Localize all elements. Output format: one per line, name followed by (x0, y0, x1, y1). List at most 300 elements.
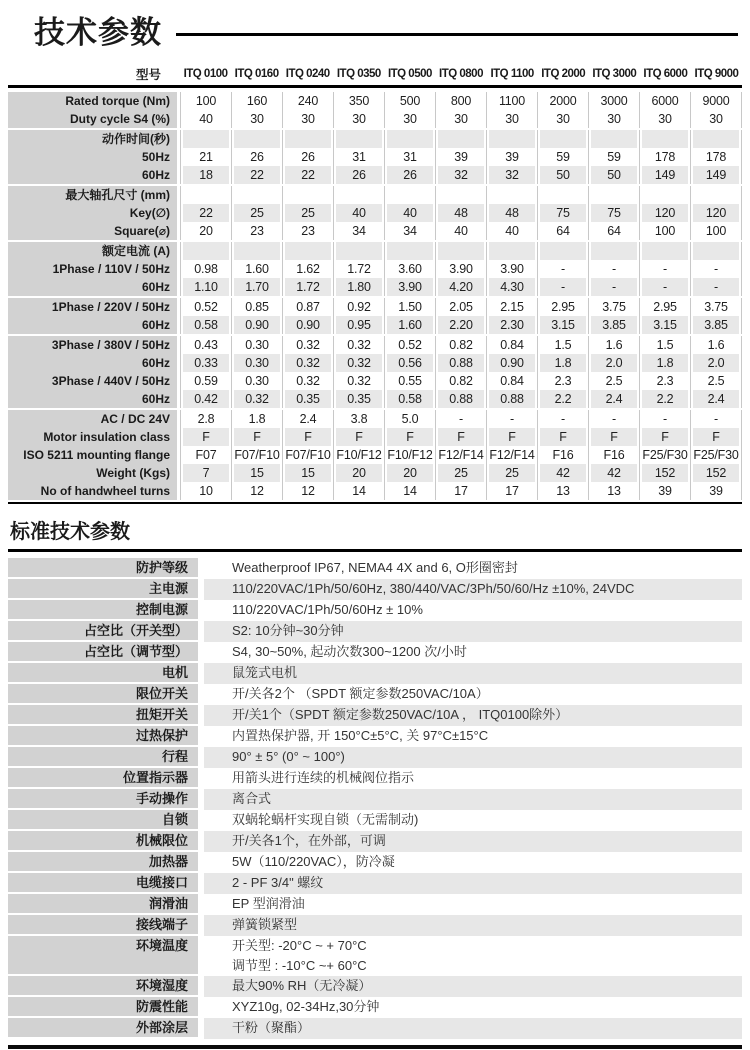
spec-cell: 2.0 (588, 354, 639, 372)
model-name: ITQ 9000 (694, 67, 739, 80)
standard-table-row (8, 726, 742, 747)
spec-cell: F (282, 428, 333, 446)
model-name: ITQ 0500 (387, 67, 432, 80)
standard-value-line: 用箭头进行连续的机械阀位指示 (232, 770, 415, 785)
spec-cell: 0.90 (282, 316, 333, 334)
spec-cell: - (690, 410, 741, 428)
spec-cell: 25 (486, 464, 537, 482)
spec-table-row (8, 222, 742, 240)
spec-cell: 178 (690, 148, 741, 166)
spec-row-label: ISO 5211 mounting flange (8, 446, 177, 464)
spec-cell: 0.35 (282, 390, 333, 408)
spec-cell (231, 186, 282, 204)
standard-row-value (204, 976, 742, 997)
spec-cell: F25/F30 (690, 446, 741, 464)
spec-row-cells (180, 242, 742, 260)
spec-cell (639, 186, 690, 204)
standard-row-label: 限位开关 (8, 684, 198, 705)
spec-cell: 34 (333, 222, 384, 240)
spec-table-row (8, 464, 742, 482)
spec-cell: 10 (199, 484, 213, 498)
spec-row-cells (180, 482, 742, 500)
spec-cell: 30 (486, 110, 537, 128)
spec-cell: 40 (486, 222, 537, 240)
spec-cell: 64 (588, 222, 639, 240)
spec-row-label: No of handwheel turns (8, 482, 177, 500)
spec-cell: 0.92 (333, 298, 384, 316)
spec-cell: 26 (231, 148, 282, 166)
spec-cell: F (639, 428, 690, 446)
spec-cell (282, 242, 333, 260)
spec-cell: 0.52 (384, 336, 435, 354)
spec-cell: 2.4 (690, 390, 741, 408)
spec-cell: 0.30 (231, 372, 282, 390)
model-name: ITQ 3000 (592, 67, 637, 80)
standard-row-label: 防护等级 (8, 558, 198, 579)
spec-cell: 14 (333, 482, 384, 500)
standard-table-row (8, 852, 742, 873)
spec-cell: 50 (537, 166, 588, 184)
standard-value-line: 干粉（聚酯） (232, 1020, 311, 1035)
spec-cell: 1.8 (537, 354, 588, 372)
spec-cell: 30 (282, 110, 333, 128)
spec-table (8, 85, 742, 504)
spec-cell: 30 (690, 110, 741, 128)
spec-cell: 22 (282, 166, 333, 184)
standard-row-value (204, 894, 742, 915)
spec-cell: F (588, 428, 639, 446)
spec-cell: 59 (588, 148, 639, 166)
spec-row-cells (180, 166, 742, 184)
section2-top-rule (8, 549, 742, 552)
spec-row-cells (180, 316, 742, 334)
spec-cell: 0.30 (231, 336, 282, 354)
standard-table-row (8, 684, 742, 705)
spec-cell: 0.59 (194, 374, 218, 388)
spec-row-cells (180, 372, 742, 390)
spec-cell (282, 130, 333, 148)
spec-table-row (8, 428, 742, 446)
spec-cell: 31 (384, 148, 435, 166)
spec-cell: 13 (537, 482, 588, 500)
page-bottom-rule (8, 1045, 742, 1049)
spec-row-cells (180, 204, 742, 222)
spec-cell (486, 186, 537, 204)
spec-cell: 15 (231, 464, 282, 482)
spec-cell: 40 (333, 204, 384, 222)
spec-cell: 30 (537, 110, 588, 128)
spec-cell (588, 242, 639, 260)
spec-cell: 0.85 (231, 298, 282, 316)
standard-row-value (204, 663, 742, 684)
spec-cell: 0.32 (282, 354, 333, 372)
spec-table-row (8, 410, 742, 428)
standard-value-line: XYZ10g, 02-34Hz,30分钟 (232, 999, 380, 1014)
spec-cell (181, 242, 231, 260)
spec-cell: 0.56 (384, 354, 435, 372)
standard-row-label: 防震性能 (8, 997, 198, 1018)
spec-cell: 2.0 (690, 354, 741, 372)
spec-row-label: Square(⌀) (8, 222, 177, 240)
spec-cell: - (486, 410, 537, 428)
spec-cell: 42 (588, 464, 639, 482)
spec-cell: 1100 (486, 92, 537, 110)
section2-title: 标准技术参数 (10, 521, 130, 543)
spec-table-row (8, 298, 742, 316)
standard-row-value (204, 1018, 742, 1039)
spec-row-cells (180, 278, 742, 296)
standard-row-label: 主电源 (8, 579, 198, 600)
spec-cell: 4.30 (486, 278, 537, 296)
spec-cell: 2.4 (282, 410, 333, 428)
spec-table-row (8, 316, 742, 334)
spec-cell: 100 (690, 222, 741, 240)
standard-row-label: 控制电源 (8, 600, 198, 621)
spec-cell: - (588, 410, 639, 428)
spec-row-cells (180, 110, 742, 128)
spec-cell: 1.8 (231, 410, 282, 428)
standard-row-value (204, 579, 742, 600)
spec-cell: 160 (231, 92, 282, 110)
standard-row-label: 环境湿度 (8, 976, 198, 997)
standard-row-value (204, 936, 742, 976)
standard-table-row (8, 768, 742, 789)
standard-row-label: 接线端子 (8, 915, 198, 936)
spec-cell: 22 (231, 166, 282, 184)
spec-cell: 1.72 (333, 260, 384, 278)
standard-value-line: 最大90% RH（无冷凝） (232, 978, 372, 993)
standard-value-line: 开/关1个（SPDT 额定参数250VAC/10A ， ITQ0100除外） (232, 707, 569, 722)
spec-cell: 1.60 (231, 260, 282, 278)
spec-cell: 39 (486, 148, 537, 166)
spec-row-cells (180, 428, 742, 446)
spec-table-row (8, 186, 742, 204)
spec-cell: 50 (588, 166, 639, 184)
standard-row-value (204, 768, 742, 789)
spec-row-label: 3Phase / 440V / 50Hz (8, 372, 177, 390)
spec-cell (181, 130, 231, 148)
standard-row-value (204, 558, 742, 579)
spec-cell: 75 (537, 204, 588, 222)
spec-cell: 12 (231, 482, 282, 500)
spec-row-cells (180, 390, 742, 408)
spec-cell (537, 130, 588, 148)
standard-row-value (204, 726, 742, 747)
spec-cell: F (384, 428, 435, 446)
standard-value-line: S4, 30~50%, 起动次数300~1200 次/小时 (232, 644, 467, 659)
spec-cell (282, 186, 333, 204)
standard-row-label: 自锁 (8, 810, 198, 831)
spec-cell: 30 (639, 110, 690, 128)
spec-cell: 26 (333, 166, 384, 184)
standard-row-label: 扭矩开关 (8, 705, 198, 726)
standard-value-line: S2: 10分钟~30分钟 (232, 623, 344, 638)
spec-cell: 0.82 (435, 372, 486, 390)
spec-cell: - (588, 260, 639, 278)
spec-cell: 2.8 (197, 412, 215, 426)
spec-cell: 0.32 (231, 390, 282, 408)
spec-cell: 2000 (537, 92, 588, 110)
spec-cell (181, 186, 231, 204)
standard-table-row (8, 600, 742, 621)
spec-cell: 120 (639, 204, 690, 222)
standard-table-row (8, 789, 742, 810)
spec-cell: 2.05 (435, 298, 486, 316)
spec-row-cells (180, 354, 742, 372)
spec-table-row (8, 482, 742, 500)
spec-cell: 21 (199, 150, 213, 164)
standard-table-row (8, 747, 742, 768)
standard-value-line: 鼠笼式电机 (232, 665, 298, 680)
spec-cell: 0.88 (435, 354, 486, 372)
standard-row-value (204, 747, 742, 768)
spec-row-cells (180, 130, 742, 148)
spec-row-label: 动作时间(秒) (8, 130, 177, 148)
spec-cell: F (435, 428, 486, 446)
spec-cell: - (639, 278, 690, 296)
standard-value-line: 弹簧锁紧型 (232, 917, 298, 932)
spec-cell: 30 (231, 110, 282, 128)
spec-cell: 3.75 (588, 298, 639, 316)
standard-row-label: 占空比（调节型） (8, 642, 198, 663)
spec-cell: 152 (639, 464, 690, 482)
spec-cell: 1.5 (537, 336, 588, 354)
spec-cell: 2.2 (639, 390, 690, 408)
spec-cell (690, 242, 741, 260)
spec-table-row (8, 242, 742, 260)
spec-cell: 48 (435, 204, 486, 222)
spec-cell: 1.6 (690, 336, 741, 354)
standard-table (8, 558, 742, 1039)
standard-value-line: 2 - PF 3/4" 螺纹 (232, 875, 324, 890)
spec-cell: 3.15 (639, 316, 690, 334)
model-name: ITQ 0240 (285, 67, 330, 80)
spec-cell (384, 242, 435, 260)
spec-row-cells (180, 410, 742, 428)
standard-row-label: 电缆接口 (8, 873, 198, 894)
spec-cell: 0.88 (486, 390, 537, 408)
spec-cell (588, 186, 639, 204)
standard-row-value (204, 621, 742, 642)
spec-row-label: 60Hz (8, 390, 177, 408)
spec-cell: 2.15 (486, 298, 537, 316)
spec-cell: 2.4 (588, 390, 639, 408)
standard-row-label: 环境温度 (8, 936, 198, 976)
spec-cell: 64 (537, 222, 588, 240)
spec-cell: 59 (537, 148, 588, 166)
spec-cell: 1.50 (384, 298, 435, 316)
spec-cell: 0.32 (333, 372, 384, 390)
spec-cell: 39 (639, 482, 690, 500)
standard-table-row (8, 558, 742, 579)
spec-cell (333, 186, 384, 204)
standard-row-label: 过热保护 (8, 726, 198, 747)
standard-value-line: 110/220VAC/1Ph/50/60Hz ± 10% (232, 602, 423, 617)
spec-cell: 0.55 (384, 372, 435, 390)
spec-cell: 0.82 (435, 336, 486, 354)
standard-row-label: 位置指示器 (8, 768, 198, 789)
spec-cell: F25/F30 (639, 446, 690, 464)
spec-cell: 23 (231, 222, 282, 240)
spec-cell: 1.8 (639, 354, 690, 372)
spec-cell: 240 (282, 92, 333, 110)
spec-cell: 31 (333, 148, 384, 166)
spec-cell: 9000 (690, 92, 741, 110)
spec-cell: 2.30 (486, 316, 537, 334)
spec-cell (690, 186, 741, 204)
spec-cell: 30 (384, 110, 435, 128)
spec-cell: 40 (435, 222, 486, 240)
spec-cell: 0.35 (333, 390, 384, 408)
standard-row-label: 电机 (8, 663, 198, 684)
model-name: ITQ 0800 (439, 67, 483, 80)
spec-cell: 0.90 (486, 354, 537, 372)
spec-table-row (8, 390, 742, 408)
spec-cell: 34 (384, 222, 435, 240)
standard-table-row (8, 976, 742, 997)
spec-cell: 350 (333, 92, 384, 110)
spec-cell: 2.5 (588, 372, 639, 390)
spec-row-label: 额定电流 (A) (8, 242, 177, 260)
standard-table-row (8, 915, 742, 936)
model-row-label: 型号 (135, 67, 161, 82)
spec-row-label: Duty cycle S4 (%) (8, 110, 177, 128)
spec-cell: 4.20 (435, 278, 486, 296)
spec-cell: 26 (384, 166, 435, 184)
spec-table-row (8, 110, 742, 128)
spec-cell: 40 (199, 112, 213, 126)
model-name: ITQ 1100 (490, 67, 534, 80)
spec-cell: 0.87 (282, 298, 333, 316)
standard-row-value (204, 915, 742, 936)
spec-cell: 0.32 (333, 336, 384, 354)
spec-row-cells (180, 260, 742, 278)
spec-cell: 20 (384, 464, 435, 482)
spec-cell: 15 (282, 464, 333, 482)
spec-cell: 120 (690, 204, 741, 222)
spec-cell (639, 242, 690, 260)
spec-cell: 0.88 (435, 390, 486, 408)
spec-table-row (8, 92, 742, 110)
page-title: 技术参数 (34, 15, 162, 50)
standard-row-value (204, 684, 742, 705)
spec-row-label: Motor insulation class (8, 428, 177, 446)
spec-row-cells (180, 222, 742, 240)
spec-row-cells (180, 446, 742, 464)
spec-cell: 2.20 (435, 316, 486, 334)
spec-cell: 1.62 (282, 260, 333, 278)
spec-cell: 2.2 (537, 390, 588, 408)
spec-cell: 39 (690, 482, 741, 500)
standard-table-row (8, 810, 742, 831)
standard-row-value (204, 789, 742, 810)
spec-cell: 3.90 (486, 260, 537, 278)
standard-row-label: 手动操作 (8, 789, 198, 810)
spec-cell: F (690, 428, 741, 446)
standard-row-value (204, 997, 742, 1018)
spec-cell (639, 130, 690, 148)
standard-value-line: Weatherproof IP67, NEMA4 4X and 6, O形圈密封 (232, 560, 518, 575)
spec-cell: 42 (537, 464, 588, 482)
spec-row-label: 60Hz (8, 278, 177, 296)
spec-cell: 23 (282, 222, 333, 240)
standard-value-line: 90° ± 5° (0° ~ 100°) (232, 749, 345, 764)
standard-row-label: 外部涂层 (8, 1018, 198, 1039)
standard-table-row (8, 873, 742, 894)
spec-row-label: 60Hz (8, 316, 177, 334)
standard-row-label: 机械限位 (8, 831, 198, 852)
spec-cell: - (537, 410, 588, 428)
spec-cell: 3000 (588, 92, 639, 110)
standard-value-line: 离合式 (232, 791, 272, 806)
spec-row-cells (180, 298, 742, 316)
spec-cell (537, 186, 588, 204)
standard-value-line: EP 型润滑油 (232, 896, 305, 911)
standard-value-line: 5W（110/220VAC），防冷凝 (232, 854, 395, 869)
spec-cell (435, 242, 486, 260)
standard-table-row (8, 621, 742, 642)
spec-cell: 0.90 (231, 316, 282, 334)
spec-row-label: 最大轴孔尺寸 (mm) (8, 186, 177, 204)
spec-table-row (8, 446, 742, 464)
spec-cell: F12/F14 (486, 446, 537, 464)
spec-cell: F16 (537, 446, 588, 464)
spec-cell: 0.84 (486, 372, 537, 390)
standard-value-line: 开/关各1个，在外部，可调 (232, 833, 386, 848)
spec-cell: F16 (588, 446, 639, 464)
spec-cell: 17 (486, 482, 537, 500)
model-name: ITQ 2000 (541, 67, 586, 80)
spec-cell: 1.60 (384, 316, 435, 334)
spec-cell: - (639, 410, 690, 428)
spec-row-cells (180, 148, 742, 166)
model-names (180, 68, 742, 80)
spec-cell (333, 130, 384, 148)
spec-row-label: AC / DC 24V (8, 410, 177, 428)
spec-cell (384, 130, 435, 148)
standard-table-row (8, 642, 742, 663)
spec-row-cells (180, 92, 742, 110)
spec-cell: F (333, 428, 384, 446)
standard-table-row (8, 997, 742, 1018)
spec-cell: 5.0 (384, 410, 435, 428)
spec-cell: 32 (435, 166, 486, 184)
standard-row-label: 行程 (8, 747, 198, 768)
spec-cell: 20 (333, 464, 384, 482)
spec-cell: F07 (195, 448, 217, 462)
model-name: ITQ 6000 (643, 67, 688, 80)
spec-cell: 30 (333, 110, 384, 128)
spec-cell: 7 (181, 464, 231, 482)
spec-cell (435, 130, 486, 148)
standard-table-row (8, 831, 742, 852)
spec-cell: 30 (435, 110, 486, 128)
spec-cell: 0.30 (231, 354, 282, 372)
spec-cell: 3.90 (384, 278, 435, 296)
spec-cell: 1.72 (282, 278, 333, 296)
spec-cell: 25 (282, 204, 333, 222)
spec-cell: 32 (486, 166, 537, 184)
model-name: ITQ 0350 (336, 67, 381, 80)
spec-table-row (8, 354, 742, 372)
spec-table-row (8, 166, 742, 184)
spec-cell (690, 130, 741, 148)
spec-cell: 178 (639, 148, 690, 166)
spec-cell: 22 (181, 204, 231, 222)
spec-cell: F07/F10 (231, 446, 282, 464)
standard-row-value (204, 873, 742, 894)
spec-cell: 500 (384, 92, 435, 110)
